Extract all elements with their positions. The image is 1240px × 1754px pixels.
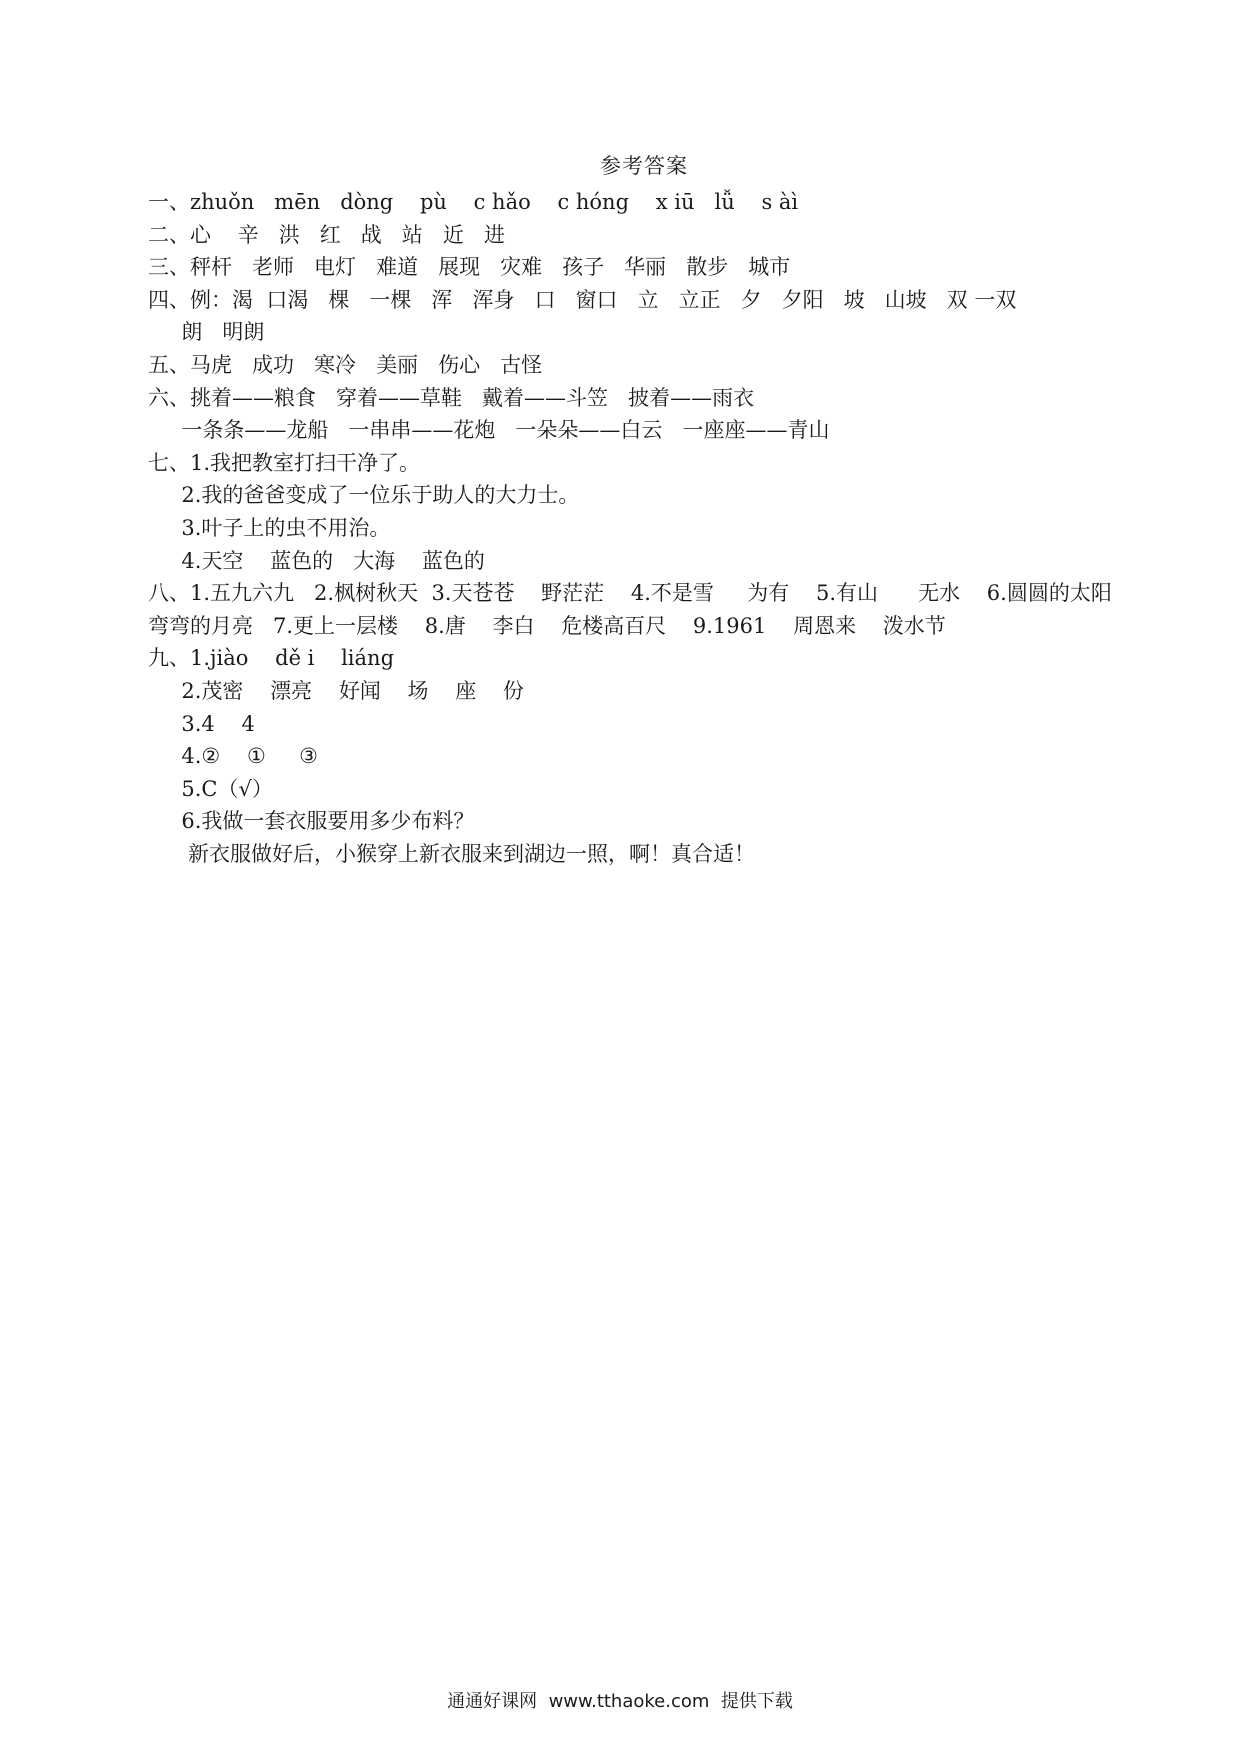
answer-line: 二、心 辛 洪 红 战 站 近 进 xyxy=(148,222,505,247)
answer-line: 七、1.我把教室打扫干净了。 xyxy=(148,450,421,475)
answer-line: 一条条——龙船 一串串——花炮 一朵朵——白云 一座座——青山 xyxy=(148,418,830,443)
answer-line: 新衣服做好后，小猴穿上新衣服来到湖边一照，啊！真合适！ xyxy=(148,841,756,866)
answer-line: 弯弯的月亮 7.更上一层楼 8.唐 李白 危楼高百尺 9.1961 周恩来 泼水节 xyxy=(148,613,946,638)
answer-line: 4.② ① ③ xyxy=(148,744,318,769)
answer-line: 三、秤杆 老师 电灯 难道 展现 灾难 孩子 华丽 散步 城市 xyxy=(148,255,791,280)
answer-line: 4.天空 蓝色的 大海 蓝色的 xyxy=(148,548,485,573)
answer-line: 六、挑着——粮食 穿着——草鞋 戴着——斗笠 披着——雨衣 xyxy=(148,385,755,410)
answer-line: 一、zhuǒn mēn dòng pù c hǎo c hóng x iū lǚ s àì xyxy=(148,190,799,214)
answer-line: 九、1.jiào dě i liáng xyxy=(148,646,395,671)
answer-list xyxy=(148,186,1112,870)
page-footer: 通通好课网 www.tthaoke.com 提供下载 xyxy=(447,1691,793,1712)
answer-line: 3.叶子上的虫不用治。 xyxy=(148,515,391,540)
answer-line: 6.我做一套衣服要用多少布料？ xyxy=(148,809,475,834)
answer-line: 3.4 4 xyxy=(148,711,255,736)
answer-line: 八、1.五九六九 2.枫树秋天 3.天苍苍 野茫茫 4.不是雪 为有 5.有山 无水 6.圆圆的太阳 xyxy=(148,581,1112,606)
page-title: 参考答案 xyxy=(600,154,688,178)
answer-line: 五、马虎 成功 寒冷 美丽 伤心 古怪 xyxy=(148,352,543,377)
answer-line: 朗 明朗 xyxy=(148,320,265,345)
answer-line: 四、例：渴 口渴 棵 一棵 浑 浑身 口 窗口 立 立正 夕 夕阳 坡 山坡 双 一双 xyxy=(148,287,1017,312)
answer-line: 2.我的爸爸变成了一位乐于助人的大力士。 xyxy=(148,483,580,508)
answer-line: 2.茂密 漂亮 好闻 场 座 份 xyxy=(148,678,524,703)
answer-line: 5.C（√） xyxy=(148,776,273,801)
